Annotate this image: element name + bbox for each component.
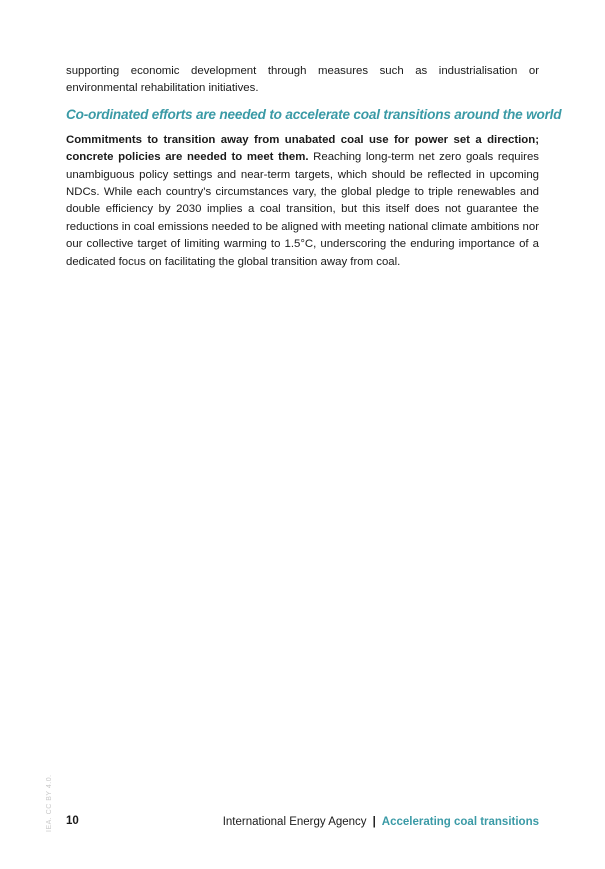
intro-paragraph: supporting economic development through measures such as industrialisation or environmental rehabilitation initiatives.	[66, 65, 539, 95]
body-paragraph	[66, 132, 539, 271]
page-footer	[223, 816, 539, 828]
section-heading: Co-ordinated efforts are needed to accelerate coal transitions around the world	[66, 106, 562, 122]
page-content	[66, 63, 562, 271]
footer-report-title: Accelerating coal transitions	[381, 816, 539, 828]
footer-separator: |	[372, 816, 376, 828]
footer-organization: International Energy Agency	[222, 816, 367, 828]
paragraph-text: Reaching long-term net zero goals requires unambiguous policy settings and near-term targets, which should be reflected in upcoming NDCs. While each country’s circumstances vary, the global pledge to triple renewables and double efficiency by 2030 implies a coal transition, but this itself does not guarantee the reductions in coal emissions needed to be aligned with meeting national climate ambitions nor our collective target of limiting warming to 1.5°C, underscoring the enduring importance of a dedicated focus on facilitating the global transition away from coal.	[66, 151, 539, 268]
license-watermark: IEA. CC BY 4.0.	[46, 774, 53, 832]
lead-sentence: Commitments to transition away from unabated coal use for power set a direction; concrete policies are needed to meet them.	[66, 133, 539, 164]
page-number: 10	[66, 815, 79, 827]
